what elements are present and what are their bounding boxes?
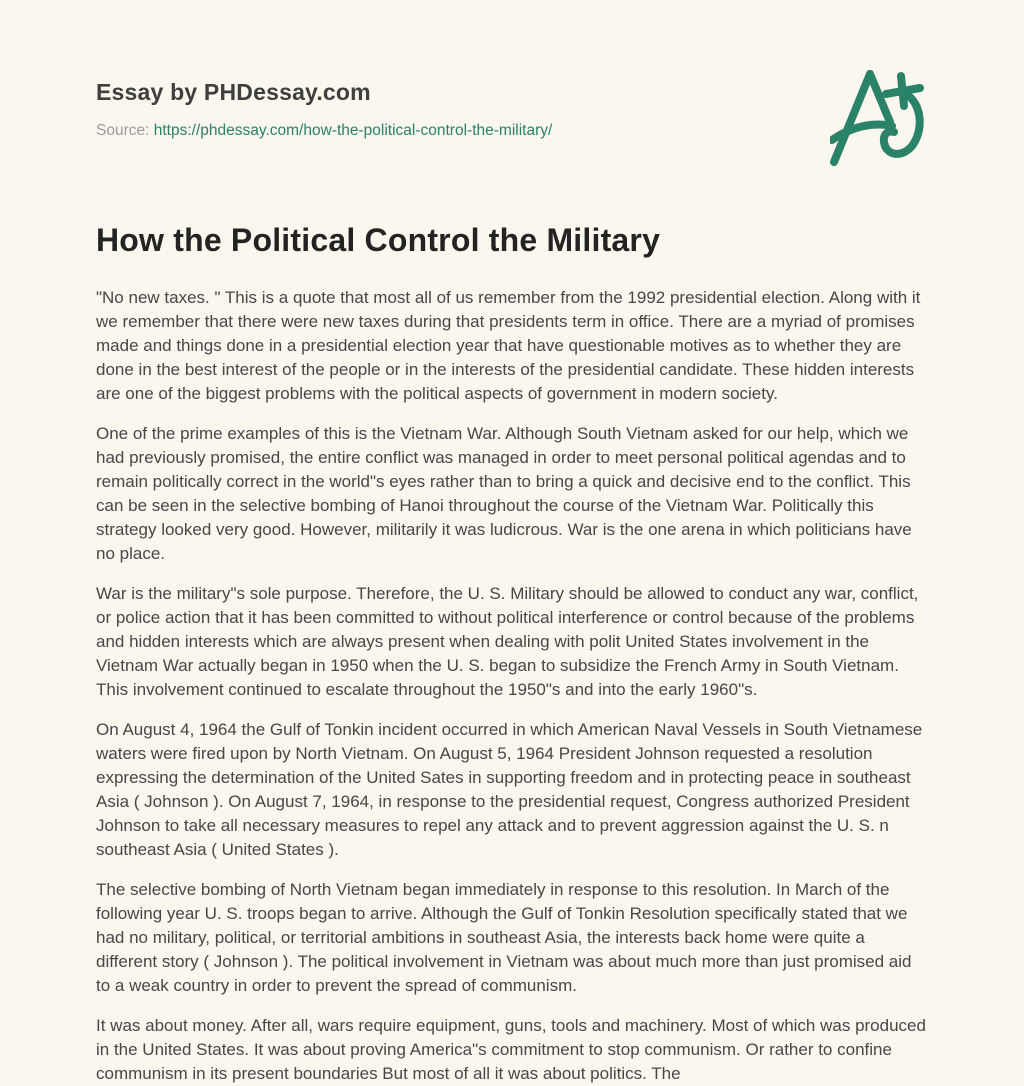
essay-title: How the Political Control the Military	[96, 221, 661, 258]
source-url-link[interactable]: https://phdessay.com/how-the-political-control-the-military/	[153, 121, 553, 139]
essay-paragraph: War is the military"s sole purpose. Therefore, the U. S. Military should be allowed to conduct any war, conflict, or police action that it has been committed to without political interference or control because of the problems and hidden interests which are always present when dealing with polit United States involvement in the Vietnam War actually began in 1950 when the U. S. began to subsidize the French Army in South Vietnam. This involvement continued to escalate throughout the 1950"s and into the early 1960"s.	[96, 583, 919, 699]
essay-paragraph: On August 4, 1964 the Gulf of Tonkin incident occurred in which American Naval Vessels in South Vietnamese waters were fired upon by North Vietnam. On August 5, 1964 President Johnson requested a resolution expressing the determination of the United Sates in supporting freedom and in protecting peace in southeast Asia ( Johnson ). On August 7, 1964, in response to the presidential request, Congress authorized President Johnson to take all necessary measures to repel any attack and to prevent aggression against the U. S. n southeast Asia ( United States ).	[96, 719, 923, 859]
essay-paragraph: One of the prime examples of this is the Vietnam War. Although South Vietnam asked for our help, which we had previously promised, the entire conflict was managed in order to meet personal political agendas and to remain politically correct in the world"s eyes rather than to bring a quick and decisive end to the conflict. This can be seen in the selective bombing of Hanoi throughout the course of the Vietnam War. Politically this strategy looked very good. However, militarily it was ludicrous. War is the one arena in which politicians have no place.	[96, 423, 912, 563]
essay-paragraph: The selective bombing of North Vietnam began immediately in response to this resolution. In March of the following year U. S. troops began to arrive. Although the Gulf of Tonkin Resolution specifically stated that we had no military, political, or territorial ambitions in southeast Asia, the interests back home were quite a different story ( Johnson ). The political involvement in Vietnam was about much more than just promised aid to a weak country in order to prevent the spread of communism.	[96, 879, 912, 995]
essay-body	[96, 286, 928, 1086]
source-label: Source:	[96, 121, 150, 139]
essay-paragraph: "No new taxes. " This is a quote that most all of us remember from the 1992 presidential election. Along with it we remember that there were new taxes during that presidents term in office. There are a myriad of promises made and things done in a presidential election year that have questionable motives as to whether they are done in the best interest of the people or in the interests of the presidential candidate. These hidden interests are one of the biggest problems with the political aspects of government in modern society.	[96, 287, 921, 403]
brand-heading: Essay by PHDessay.com	[96, 79, 371, 105]
phdessay-a-plus-logo-icon	[830, 64, 968, 166]
essay-paragraph: It was about money. After all, wars require equipment, guns, tools and machinery. Most of which was produced in the United States. It was about proving America"s commitment to stop communism. Or rather to confine communism in its present boundaries But most of all it was about politics. The	[96, 1015, 926, 1083]
source-line	[96, 122, 928, 140]
